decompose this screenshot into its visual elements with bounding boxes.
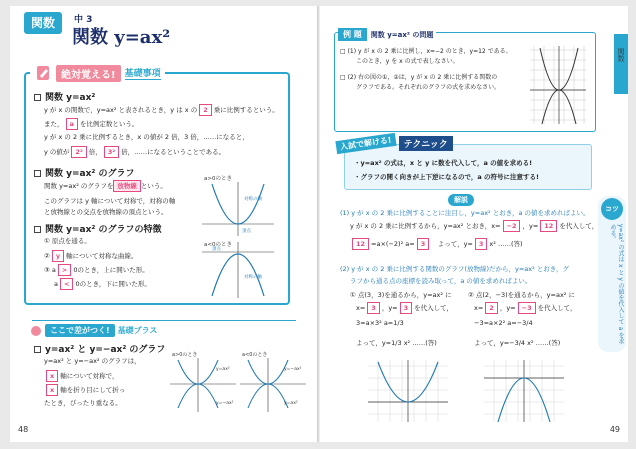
graph-label: a<0のとき [242, 352, 268, 358]
q1b: このとき，y を x の式で表しなさい。 [356, 58, 459, 65]
solution-graph-2 [480, 356, 568, 426]
divider [32, 320, 296, 321]
bp-line-4: たとき，ぴったり重なる。 [44, 399, 122, 407]
explanation-badge: 解説 [448, 194, 474, 206]
s3-item-1: ① 原点を通る。 [44, 237, 91, 245]
technique-header [336, 136, 453, 151]
must-remember-title: 絶対覚える! [56, 65, 121, 82]
s2-line-3: と放物線との交点を放物線の頂点という。 [44, 208, 168, 216]
q1: □ (1) y が x の 2 乗に比例し，x=−2 のとき，y=12 である。 [340, 48, 512, 55]
side-tab [614, 34, 628, 94]
sol2-c2-ans: よって，y=−3/4 x² ……(答) [474, 339, 561, 347]
checkbox-icon[interactable] [34, 170, 41, 177]
curve-label: y=ax² [216, 367, 230, 372]
technique-tag: 入試で解ける! [335, 133, 396, 154]
bp-line-1: y=ax² と y=−ax² のグラフは， [44, 357, 141, 365]
must-remember-subtitle: 基礎事項 [125, 66, 161, 80]
axis-label: 対称の軸 [244, 197, 262, 202]
s3-item-3b: a < 0のとき，下に開いた形。 [54, 280, 151, 288]
technique-bullet-1: ・y=ax² の式は，x と y に数を代入して，a の値を求める! [354, 159, 533, 167]
solution-graph-1 [364, 356, 452, 426]
checkbox-icon[interactable] [34, 346, 41, 353]
chapter-title: 関数 y=ax² [72, 27, 171, 48]
sol2-c1-head: ① 点(3，3)を通るから，y=ax² に [350, 291, 452, 299]
technique-title: テクニック [399, 136, 453, 151]
s2-line-1: 関数 y=ax² のグラフを 放物線 という。 [44, 182, 167, 190]
page-number: 48 [18, 425, 29, 434]
sol2-c2-eq: −3=a×2² a=−3/4 [474, 319, 533, 327]
basic-plus-subtitle: 基礎プラス [117, 326, 158, 335]
left-page [10, 6, 318, 442]
sol2-c1-eq: 3=a×3² a=1/3 [356, 319, 404, 327]
example-title: 関数 y=ax² の問題 [370, 30, 434, 39]
s3-item-2: ② y 軸について対称な曲線。 [44, 252, 138, 260]
basic-plus-header [30, 324, 157, 337]
mirror-graph-a-neg [238, 348, 308, 414]
parabola-up-graph [198, 172, 278, 238]
graph-label: a<0のとき [204, 242, 232, 248]
bp-line-3: x 軸を折り目にして折っ [44, 384, 125, 396]
checkbox-icon[interactable] [34, 226, 41, 233]
sol1-line-1: (1) y が x の 2 乗に比例することに注目し，y=ax² とおき，a の値を求めればよい。 [340, 209, 590, 217]
q2: □ (2) 右の図の①，②は，y が x の 2 乗に比例する関数の [340, 74, 498, 81]
technique-bullet-2: ・グラフの開く向きが上下逆になるので，a の符号に注意する! [354, 173, 539, 181]
page-number: 49 [609, 425, 620, 434]
sol2-c2-sub: x= 2 ，y= −3 を代入して， [474, 304, 577, 312]
right-page [320, 6, 628, 442]
sol1-line-3: 12 =a×(−2)² a= 3 よって，y= 3 x² ……(答) [350, 238, 523, 250]
example-tag: 例 題 [338, 28, 367, 41]
example-grid-graph [526, 42, 590, 128]
section-3-title: 関数 y=ax² のグラフの特徴 [34, 222, 162, 235]
sol1-line-2: y が x の 2 乗に比例するから，y=ax² とおき，x= −2 ，y= 12 を代入して， [350, 222, 599, 230]
tip-text: y=ax² の式は x と y の値を代入して a を求める。 [609, 224, 624, 345]
bp-line-2: x 軸について対称で， [44, 370, 118, 382]
sol2-c1-ans: よって，y=1/3 x² ……(答) [356, 339, 437, 347]
s2-line-2: このグラフは y 軸について対称で，対称の軸 [44, 197, 176, 205]
section-1-title: 関数 y=ax² [34, 90, 95, 103]
basic-plus-title: ここで差がつく! [45, 324, 115, 337]
topic-tab: 関数 [24, 12, 62, 34]
graph-label: a>0のとき [204, 176, 232, 182]
sol2-c1-sub: x= 3 ，y= 3 を代入して， [356, 304, 454, 312]
section-2-title: 関数 y=ax² のグラフ [34, 166, 135, 179]
mirror-graph-a-pos [168, 348, 238, 414]
must-remember-header [30, 64, 165, 82]
curve-label: y=ax² [284, 401, 298, 406]
checkbox-icon[interactable] [34, 94, 41, 101]
curve-label: y=−ax² [284, 367, 302, 372]
s1-line-2: また， a を比例定数という。 [44, 120, 139, 128]
s1-line-1: y が x の関数で，y=ax² と表されるとき，y は x の 2 乗に比例するという。 [44, 106, 279, 114]
sol2-line-1: (2) y が x の 2 乗に比例する関数のグラフ(放物線)だから，y=ax² とおき，グ [340, 265, 570, 273]
basic-plus-section-title: y=ax² と y=−ax² のグラフ [34, 342, 165, 355]
s1-line-4: y の値が 2² 倍， 3² 倍，……になるということである。 [44, 148, 226, 156]
vertex-label: 頂点 [212, 247, 221, 252]
q2b: グラフである。それぞれのグラフの式を求めなさい。 [356, 84, 501, 91]
side-tab-label: 関数 [617, 48, 625, 62]
graph-label: a>0のとき [172, 352, 198, 358]
tip-badge: コツ [601, 198, 623, 220]
parabola-down-graph [198, 238, 278, 300]
vertex-label: 頂点 [242, 229, 251, 234]
s1-line-3: y が x の 2 乗に比例するとき，x の値が 2 倍，3 倍，……になると， [44, 133, 249, 141]
axis-label: 対称の軸 [244, 275, 262, 280]
example-header [338, 28, 436, 41]
pencil-icon [34, 64, 52, 82]
sol2-c2-head: ② 点(2，−3)を通るから，y=ax² に [468, 291, 575, 299]
sol2-line-2: ラフから通る点の座標を読み取って，a の値を求めればよい。 [350, 277, 532, 285]
chapter-number: 中 3 [74, 15, 93, 25]
lightbulb-icon [30, 325, 42, 337]
curve-label: y=−ax² [216, 401, 234, 406]
s3-item-3a: ③ a > 0のとき，上に開いた形。 [44, 266, 149, 274]
